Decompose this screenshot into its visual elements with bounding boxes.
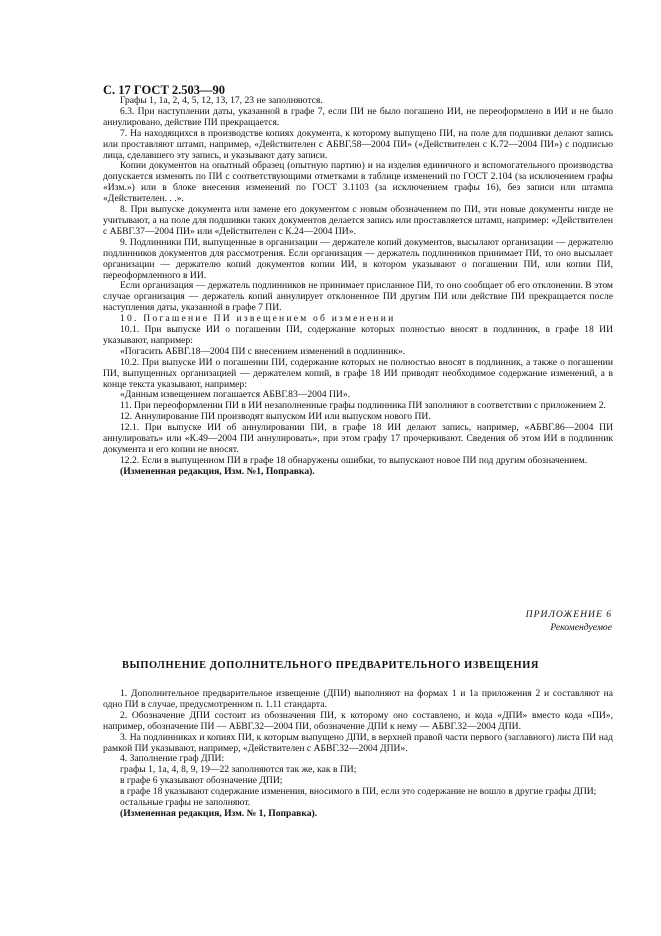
section-text-part1 (103, 96, 613, 478)
paragraph: 2. Обозначение ДПИ состоит из обозначения ПИ, к которому оно составлено, и кода «ДПИ» вместо кода «ПИ», например, обозначение ПИ — АБВГ.32—2004 ПИ, обозначение ДПИ к нему — АБВГ.32—2004 ДПИ. (103, 709, 613, 732)
paragraph: Если организация — держатель подлинников не принимает присланное ПИ, то оно сообщает об его отклонении. В этом случае организация — держатель копий аннулирует отклоненное ПИ другим ПИ или действие ПИ прекращается после наступления даты, указанной в графе 7 ПИ. (103, 280, 613, 314)
paragraph: 6.3. При наступлении даты, указанной в графе 7, если ПИ не было погашено ИИ, не переоформлено в ИИ и не было аннулировано, действие ПИ прекращается. (103, 105, 613, 128)
appendix-number: ПРИЛОЖЕНИЕ 6 (525, 609, 612, 620)
paragraph: остальные графы не заполняют. (120, 797, 251, 809)
paragraph: 10.2. При выпуске ИИ о погашении ПИ, содержание которых не полностью вносят в подлинник, а также о погашении ПИ, выпущенных организацией — держателем копий, в графе 18 ИИ приводят необходимое содержание изменений, а в конце текста указывают, например: (103, 356, 613, 390)
paragraph: 4. Заполнение граф ДПИ: (120, 753, 225, 765)
paragraph: 3. На подлинниках и копиях ПИ, к которым выпущено ДПИ, в верхней правой части первого (заглавного) листа ПИ над рамкой ПИ указывают, например, «Действителен с АБВГ.32—2004 ДПИ». (103, 731, 613, 754)
paragraph: 8. При выпуске документа или замене его документом с новым обозначением по ПИ, эти новые документы нигде не учитывают, а на поле для подшивки таких документов делается запись или проставляется штамп, например: «Действителен с АБВГ.37—2004 ПИ» или «Действителен с К.24—2004 ПИ». (103, 204, 613, 237)
section-text-part2 (103, 689, 613, 820)
paragraph: «Погасить АБВГ.18—2004 ПИ с внесением изменений в подлинник». (120, 345, 406, 357)
paragraph: Копии документов на опытный образец (опытную партию) и на изделия единичного и вспомогательного производства допускается изменять по ПИ с соответствующими отметками в таблице изменений по ГОСТ 2.104 (за исключением графы «Изм.») или в блоке внесения изменений по ГОСТ 3.1103 (за исключением графы 16), без записи или штампа «Действителен. . .». (103, 160, 613, 205)
paragraph: 10.1. При выпуске ИИ о погашении ПИ, содержание которых полностью вносят в подлинник, в графе 18 ИИ указывают, например: (103, 324, 613, 346)
paragraph: Графы 1, 1а, 2, 4, 5, 12, 13, 17, 23 не заполняются. (120, 95, 323, 106)
paragraph: 12.2. Если в выпущенном ПИ в графе 18 обнаружены ошибки, то выпускают новое ПИ под другим обозначением. (120, 454, 588, 466)
appendix-label (526, 609, 612, 634)
paragraph: в графе 18 указывают содержание изменения, вносимого в ПИ, если это содержание не вошло в другие графы ДПИ; (120, 786, 597, 798)
paragraph: 7. На находящихся в производстве копиях документа, к которому выпущено ПИ, на поле для подшивки делают запись или проставляют штамп, например, «Действителен с АБВГ.58—2004 ПИ» («Действителен с К.72—2004 ПИ») с подписью лица, сделавшего эту запись, и указывают дату записи. (103, 127, 613, 161)
amendment-note: (Измененная редакция, Изм. №1, Поправка). (120, 465, 315, 477)
paragraph: 12.1. При выпуске ИИ об аннулировании ПИ, в графе 18 ИИ делают запись, например, «АБВГ.86—2004 ПИ аннулировать» или «К.49—2004 ПИ аннулировать», при этом графу 17 прочеркивают. Сведения об этом ИИ в подлинник документа и его копии не вносят. (103, 422, 613, 455)
subheading: 10. Погашение ПИ извещением об изменении (120, 313, 396, 325)
section-title: ВЫПОЛНЕНИЕ ДОПОЛНИТЕЛЬНОГО ПРЕДВАРИТЕЛЬНОГО ИЗВЕЩЕНИЯ (121, 660, 540, 671)
paragraph: 9. Подлинники ПИ, выпущенные в организации — держателе копий документов, высылают организации — держателю подлинников документов для рассмотрения. Если организация — держатель подлинников принимает ПИ, то оно высылает организации — держателю копий документов копии ИИ, в котором указывают о погашении ПИ, или копии ПИ, переоформленного в ИИ. (103, 236, 613, 281)
page-header: С. 17 ГОСТ 2.503—90 (103, 83, 226, 97)
paragraph: 1. Дополнительное предварительное извещение (ДПИ) выполняют на формах 1 и 1а приложения 2 и составляют на одно ПИ в случае, предусмотренном п. 1.11 стандарта. (103, 688, 613, 710)
amendment-note: (Измененная редакция, Изм. № 1, Поправка). (120, 807, 318, 819)
paragraph: в графе 6 указывают обозначение ДПИ; (120, 775, 283, 787)
paragraph: 12. Аннулирование ПИ производят выпуском ИИ или выпуском нового ПИ. (120, 411, 431, 423)
paragraph: 11. При переоформлении ПИ в ИИ незаполненные графы подлинника ПИ заполняют в соответствии с приложением 2. (120, 400, 606, 412)
paragraph: графы 1, 1а, 4, 8, 9, 19—22 заполняются так же, как в ПИ; (120, 764, 357, 776)
appendix-status: Рекомендуемое (550, 621, 612, 633)
paragraph: «Данным извещением погашается АБВГ.83—2004 ПИ». (120, 389, 351, 401)
